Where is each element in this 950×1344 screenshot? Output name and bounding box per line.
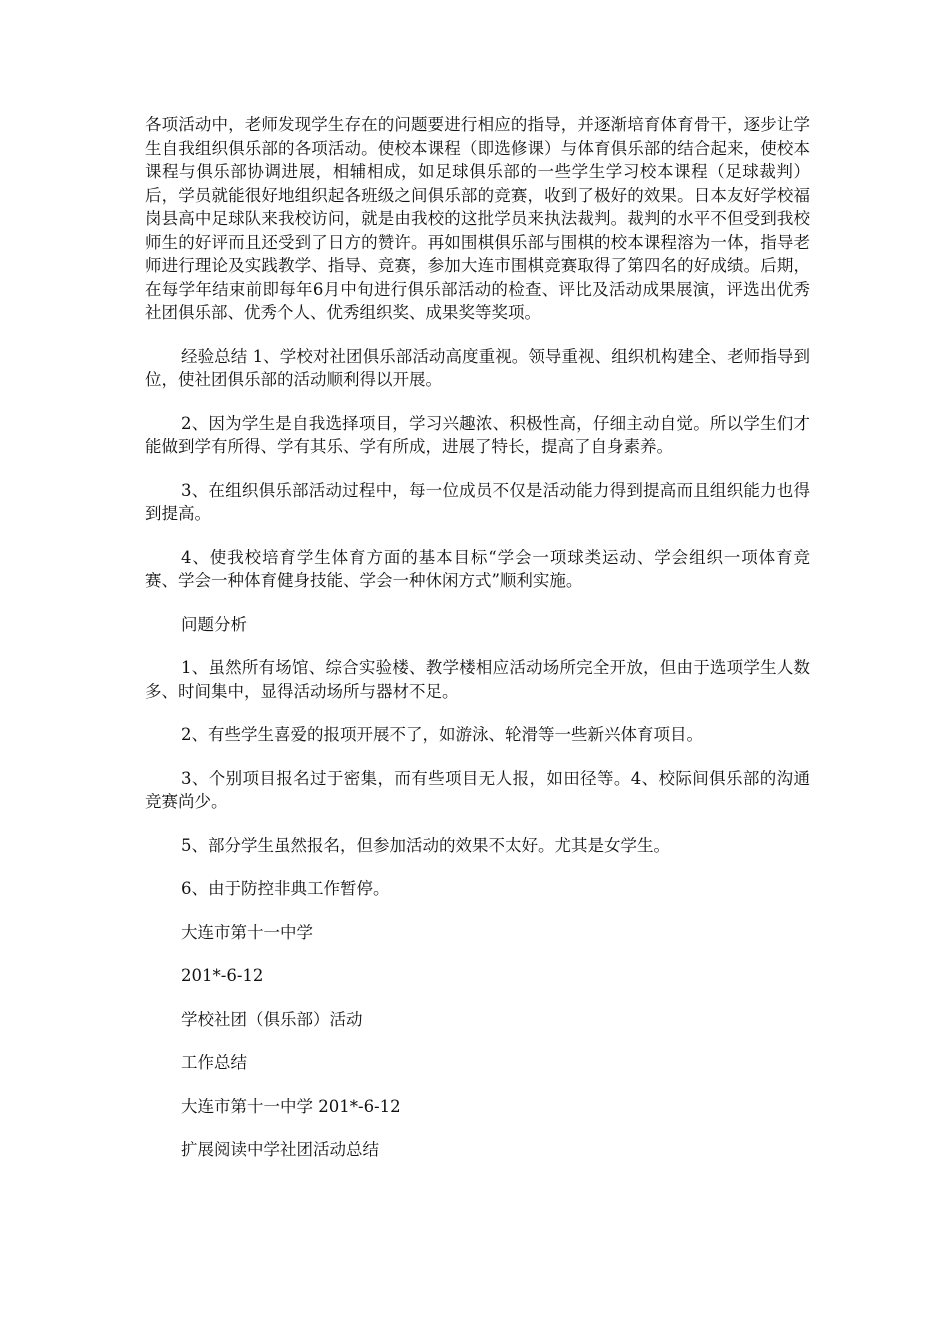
problems-heading: 问题分析 xyxy=(181,614,247,634)
problem-item-3: 3、个别项目报名过于密集，而有些项目无人报，如田径等。4、校际间俱乐部的沟通竞赛尚少。 xyxy=(145,768,810,811)
experience-item-1: 经验总结 1、学校对社团俱乐部活动高度重视。领导重视、组织机构建全、老师指导到位，使社团俱乐部的活动顺利得以开展。 xyxy=(145,346,810,389)
problem-item-6: 6、由于防控非典工作暂停。 xyxy=(181,879,390,898)
school-and-date: 大连市第十一中学 201*-6-12 xyxy=(181,1096,401,1116)
doc-title-line-1: 学校社团（俱乐部）活动 xyxy=(181,1009,363,1029)
problem-item-1: 1、虽然所有场馆、综合实验楼、教学楼相应活动场所完全开放，但由于选项学生人数多、时间集中，显得活动场所与器材不足。 xyxy=(145,658,810,701)
intro-paragraph: 各项活动中，老师发现学生存在的问题要进行相应的指导，并逐渐培育体育骨干，逐步让学生自我组织俱乐部的各项活动。使校本课程（即选修课）与体育俱乐部的结合起来，使校本课程与俱乐部协调进展，相辅相成，如足球俱乐部的一些学生学习校本课程（足球裁判）后，学员就能很好地组织起各班级之间俱乐部的竞赛，收到了极好的效果。日本友好学校福岗县高中足球队来我校访问，就是由我校的这批学员来执法裁判。裁判的水平不但受到我校师生的好评而且还受到了日方的赞许。再如围棋俱乐部与围棋的校本课程溶为一体，指导老师进行理论及实践教学、指导、竞赛，参加大连市围棋竞赛取得了第四名的好成绩。后期，在每学年结束前即每年6月中旬进行俱乐部活动的检查、评比及活动成果展演，评选出优秀社团俱乐部、优秀个人、优秀组织奖、成果奖等奖项。 xyxy=(145,115,810,322)
extended-reading-heading: 扩展阅读中学社团活动总结 xyxy=(181,1140,379,1159)
doc-title-line-2: 工作总结 xyxy=(181,1053,247,1072)
experience-item-2: 2、因为学生是自我选择项目，学习兴趣浓、积极性高，仔细主动自觉。所以学生们才能做到学有所得、学有其乐、学有所成，进展了特长，提高了自身素养。 xyxy=(145,413,810,456)
experience-item-3: 3、在组织俱乐部活动过程中，每一位成员不仅是活动能力得到提高而且组织能力也得到提高。 xyxy=(145,480,810,523)
problem-item-2: 2、有些学生喜爱的报项开展不了，如游泳、轮滑等一些新兴体育项目。 xyxy=(181,725,703,744)
signature-school: 大连市第十一中学 xyxy=(181,922,313,942)
problem-item-5: 5、部分学生虽然报名，但参加活动的效果不太好。尤其是女学生。 xyxy=(181,835,670,855)
signature-date: 201*-6-12 xyxy=(181,966,264,985)
document-body xyxy=(145,113,810,1182)
experience-item-4: 4、使我校培育学生体育方面的基本目标“学会一项球类运动、学会组织一项体育竞赛、学会一种体育健身技能、学会一种休闲方式”顺利实施。 xyxy=(145,547,810,590)
